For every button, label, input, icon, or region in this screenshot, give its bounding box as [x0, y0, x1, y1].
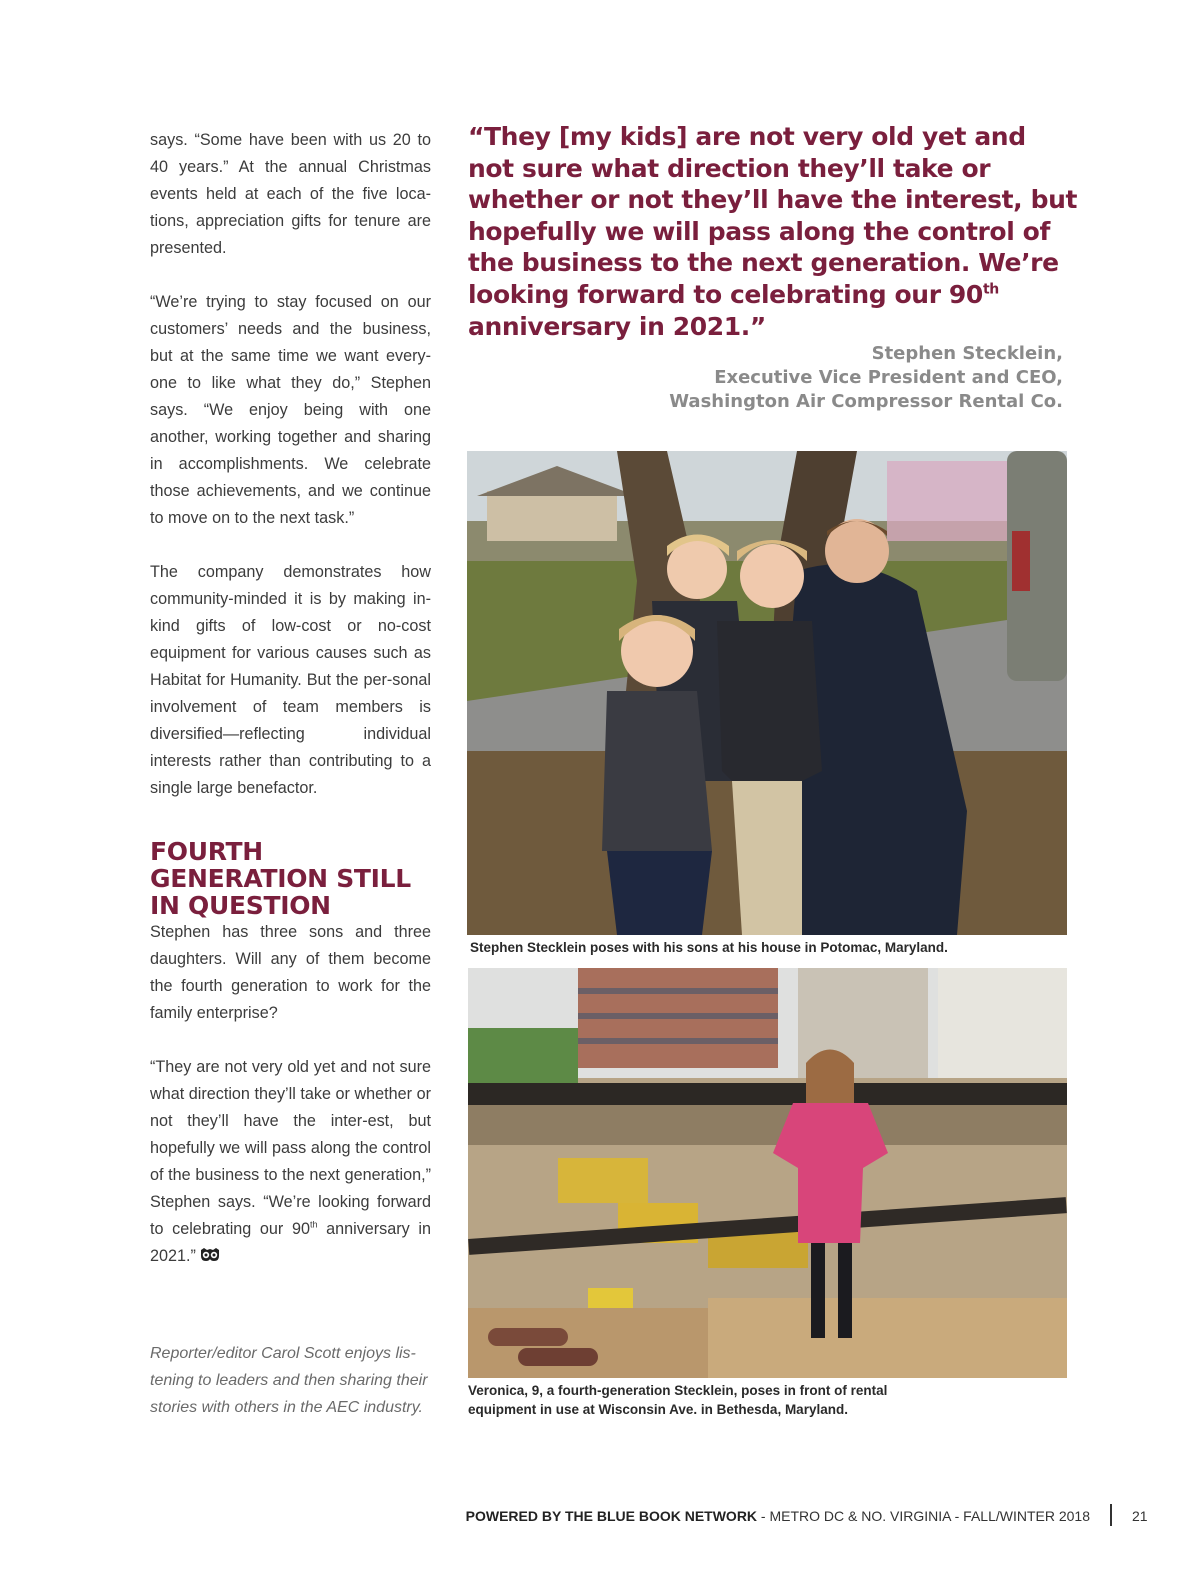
page-footer	[466, 1508, 1090, 1524]
attribution-name: Stephen Stecklein,	[871, 343, 1063, 364]
section-heading: FOURTH GENERATION STILL IN QUESTION	[150, 837, 411, 920]
page-number: 21	[1132, 1508, 1148, 1524]
pull-quote-sup: th	[982, 281, 999, 298]
paragraph-2: “We’re trying to stay focused on our customers’ needs and the business, but at the same time we want every-one to like what they do,” Stephen says. “We enjoy being with one another, working together and sharing in accomplishments. We celebrate those achievements, and we continue to move on to the next task.”	[150, 293, 431, 527]
footer-edition: - METRO DC & NO. VIRGINIA - FALL/WINTER 2018	[757, 1508, 1090, 1524]
paragraph-1: says. “Some have been with us 20 to 40 years.” At the annual Christmas events held at each of the five loca-tions, appreciation gifts for tenure are presented.	[150, 131, 431, 257]
family-photo-caption: Stephen Stecklein poses with his sons at his house in Potomac, Maryland.	[470, 940, 948, 955]
paragraph-3: The company demonstrates how community-minded it is by making in-kind gifts of low-cost or no-cost equipment for various causes such as Habitat for Humanity. But the per-sonal involvement of team members is diversified—reflecting individual interests rather than contributing to a single large benefactor.	[150, 563, 431, 797]
attribution-title: Executive Vice President and CEO,	[714, 367, 1063, 388]
construction-photo-caption: Veronica, 9, a fourth-generation Stecklein, poses in front of rental equipment in use at Wisconsin Ave. in Bethesda, Maryland.	[468, 1383, 888, 1417]
paragraph-5-text: “They are not very old yet and not sure what direction they’ll take or whether or not they’ll have the inter-est, but hopefully we will pass along the control of the business to the next generation,” Stephen says. “We’re looking forward to celebrating our 90	[150, 1058, 431, 1238]
owl-icon	[200, 1244, 220, 1258]
quote-attribution	[669, 342, 1063, 414]
article-left-column	[150, 127, 431, 1297]
construction-photo	[468, 968, 1067, 1378]
paragraph-5	[150, 1054, 431, 1270]
family-photo	[467, 451, 1067, 935]
paragraph-5-sup: th	[309, 1219, 318, 1230]
author-bio: Reporter/editor Carol Scott enjoys lis-tening to leaders and then sharing their stories with others in the AEC industry.	[150, 1345, 428, 1416]
attribution-company: Washington Air Compressor Rental Co.	[669, 391, 1063, 412]
paragraph-5-tail: anniversary in 2021.”	[150, 1220, 431, 1265]
pull-quote	[468, 121, 1078, 342]
pull-quote-text: “They [my kids] are not very old yet and not sure what direction they’ll take or whether or not they’ll have the interest, but hopefully we will pass along the control of the business to the next generation. We’re looking forward to celebrating our 90	[468, 122, 1078, 309]
footer-brand: POWERED BY THE BLUE BOOK NETWORK	[465, 1508, 758, 1524]
footer-divider	[1110, 1504, 1112, 1526]
paragraph-4: Stephen has three sons and three daughters. Will any of them become the fourth generation to work for the family enterprise?	[150, 923, 431, 1022]
pull-quote-tail: anniversary in 2021.”	[468, 311, 766, 341]
